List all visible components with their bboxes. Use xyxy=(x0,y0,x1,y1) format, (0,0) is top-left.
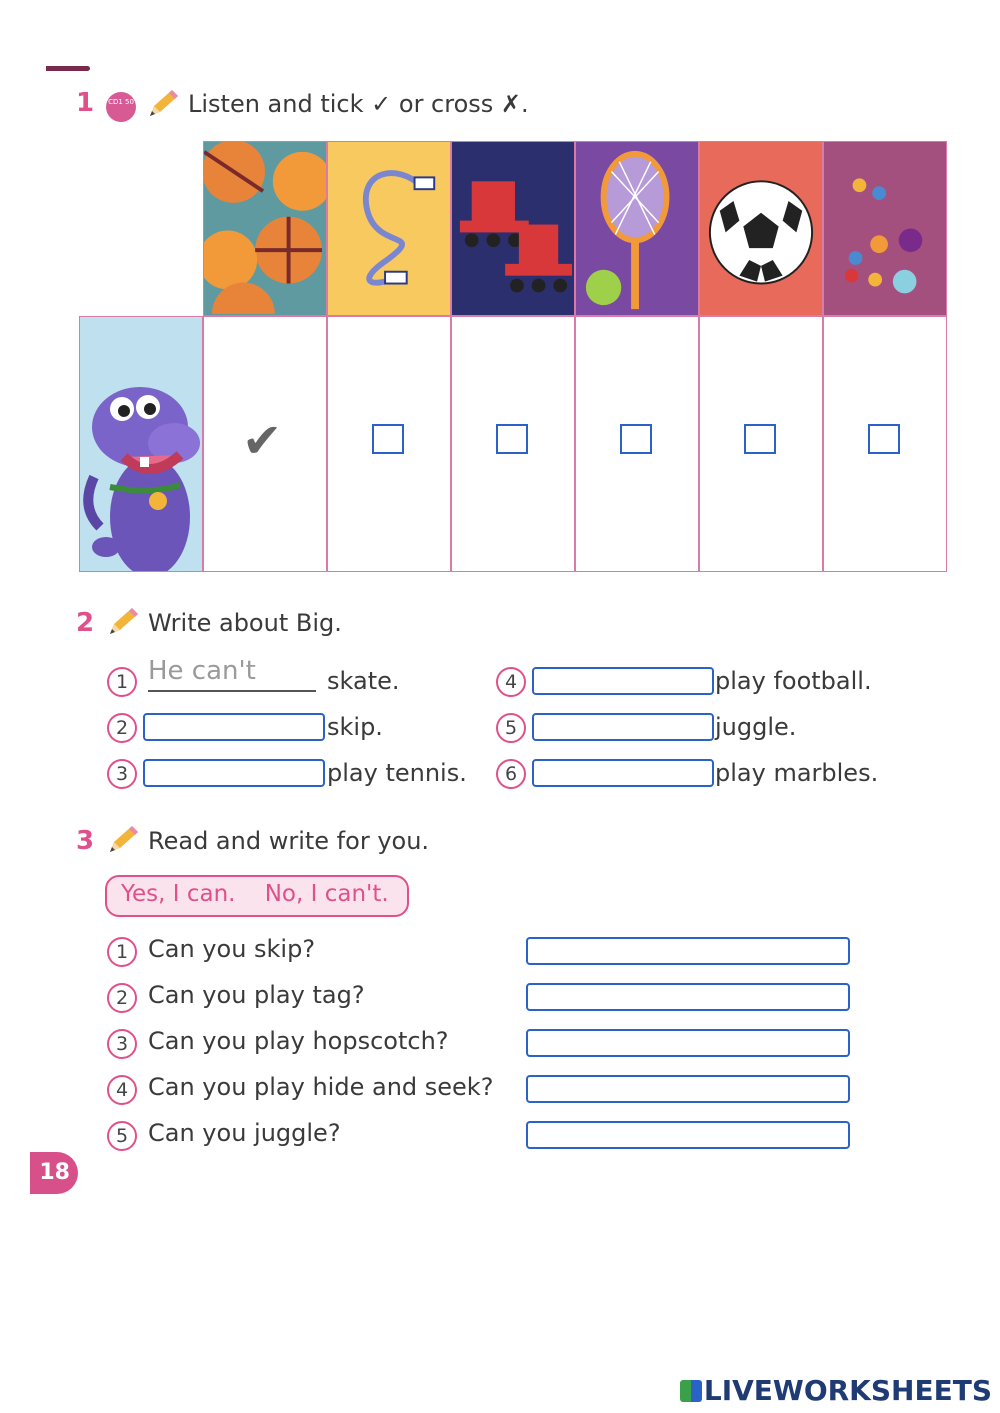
exercise-2-instruction: Write about Big. xyxy=(148,609,342,637)
ex3-number-5: 5 xyxy=(107,1121,137,1151)
ex2-verb-1: skate. xyxy=(327,667,400,695)
answer-cell-3 xyxy=(451,316,575,572)
liveworksheets-logo xyxy=(680,1374,992,1407)
football-icon xyxy=(700,142,822,314)
tick-cross-box[interactable] xyxy=(744,424,776,454)
picture-cell-1 xyxy=(203,141,327,316)
answer-cell-1 xyxy=(203,316,327,572)
picture-cell-2 xyxy=(327,141,451,316)
picture-cell-5 xyxy=(699,141,823,316)
pencil-icon xyxy=(106,824,140,854)
picture-cell-3 xyxy=(451,141,575,316)
ex3-answer-input-5[interactable] xyxy=(526,1121,850,1149)
ex3-answer-input-3[interactable] xyxy=(526,1029,850,1057)
ex3-number-1: 1 xyxy=(107,937,137,967)
top-rule xyxy=(46,66,90,71)
ex2-answer-input-2[interactable] xyxy=(143,713,325,741)
page-number-badge xyxy=(30,1152,78,1194)
marbles-icon xyxy=(824,142,946,314)
ex3-question-4: Can you play hide and seek? xyxy=(148,1073,494,1101)
picture-cell-4 xyxy=(575,141,699,316)
ex2-number-5: 5 xyxy=(496,713,526,743)
ex3-number-2: 2 xyxy=(107,983,137,1013)
ex2-number-6: 6 xyxy=(496,759,526,789)
ex2-verb-5: juggle. xyxy=(715,713,797,741)
exercise-3-instruction: Read and write for you. xyxy=(148,827,430,855)
ex3-answer-input-1[interactable] xyxy=(526,937,850,965)
answer-cell-2 xyxy=(327,316,451,572)
ex3-question-2: Can you play tag? xyxy=(148,981,365,1009)
exercise-2-number: 2 xyxy=(76,608,95,638)
ex2-example-answer: He can't xyxy=(148,656,316,692)
pencil-icon xyxy=(106,606,140,636)
ex2-answer-input-5[interactable] xyxy=(532,713,714,741)
ex2-verb-3: play tennis. xyxy=(327,759,467,787)
answer-options-box: Yes, I can. No, I can't. xyxy=(105,875,409,917)
answer-cell-5 xyxy=(699,316,823,572)
ex3-number-3: 3 xyxy=(107,1029,137,1059)
tick-cross-box[interactable] xyxy=(496,424,528,454)
ex2-verb-4: play football. xyxy=(715,667,872,695)
big-character-cell xyxy=(79,316,203,572)
tennis-racket-icon xyxy=(576,142,698,314)
tick-cross-box[interactable] xyxy=(372,424,404,454)
ex2-number-3: 3 xyxy=(107,759,137,789)
big-dragon-icon xyxy=(80,317,203,572)
page-number: 18 xyxy=(39,1160,70,1185)
ex2-number-4: 4 xyxy=(496,667,526,697)
exercise-1-instruction: Listen and tick ✓ or cross ✗. xyxy=(188,90,529,118)
ex3-question-3: Can you play hopscotch? xyxy=(148,1027,449,1055)
ex3-question-1: Can you skip? xyxy=(148,935,316,963)
ball-icon xyxy=(204,142,326,314)
pencil-icon xyxy=(146,88,180,118)
ex2-verb-6: play marbles. xyxy=(715,759,879,787)
ex3-question-5: Can you juggle? xyxy=(148,1119,341,1147)
cd-label: CD1 50 xyxy=(108,98,134,106)
tick-cross-box[interactable] xyxy=(620,424,652,454)
ex3-answer-input-2[interactable] xyxy=(526,983,850,1011)
tick-cross-box[interactable] xyxy=(868,424,900,454)
ex2-answer-input-3[interactable] xyxy=(143,759,325,787)
ex3-answer-input-4[interactable] xyxy=(526,1075,850,1103)
logo-mark-icon xyxy=(680,1380,702,1402)
answer-cell-4 xyxy=(575,316,699,572)
exercise-1-number: 1 xyxy=(76,88,95,118)
tick-mark: ✔ xyxy=(242,413,283,469)
exercise-3-number: 3 xyxy=(76,826,95,856)
picture-cell-6 xyxy=(823,141,947,316)
roller-skates-icon xyxy=(452,142,574,314)
ex3-number-4: 4 xyxy=(107,1075,137,1105)
brand-name: LIVEWORKSHEETS xyxy=(703,1374,992,1407)
ex2-verb-2: skip. xyxy=(327,713,383,741)
skipping-rope-icon xyxy=(328,142,450,314)
answer-cell-6 xyxy=(823,316,947,572)
ex2-answer-input-4[interactable] xyxy=(532,667,714,695)
ex2-answer-input-6[interactable] xyxy=(532,759,714,787)
cd-icon[interactable] xyxy=(106,92,136,122)
ex2-number-1: 1 xyxy=(107,667,137,697)
ex2-number-2: 2 xyxy=(107,713,137,743)
